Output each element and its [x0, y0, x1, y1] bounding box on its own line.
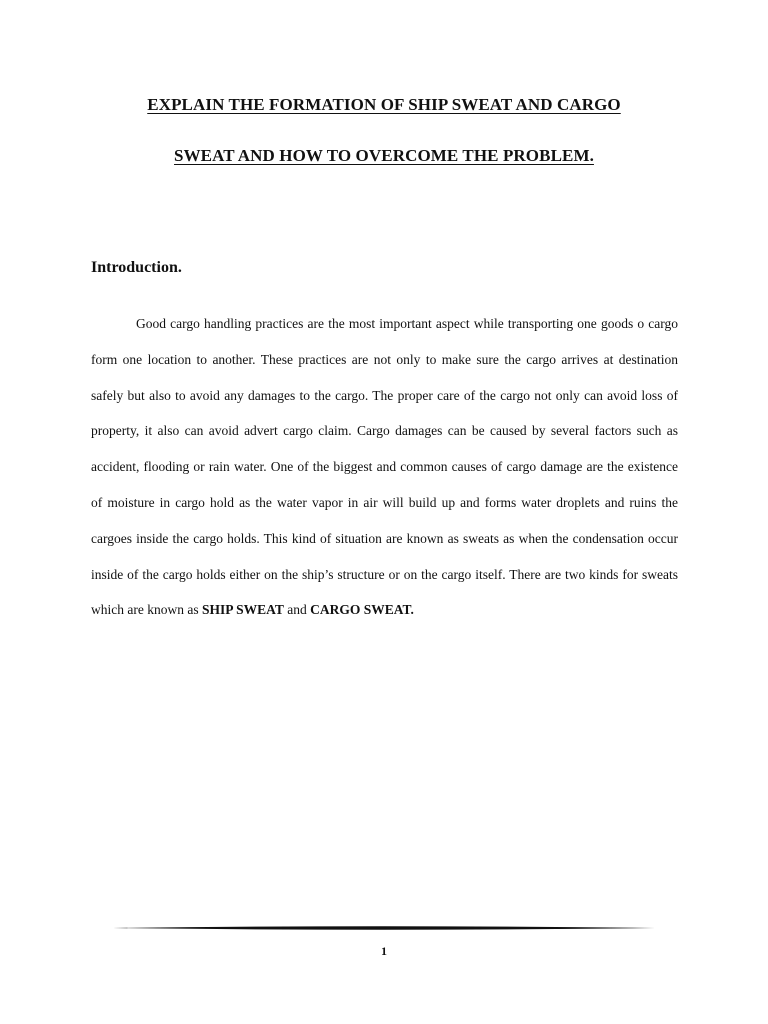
- document-title-line-2: SWEAT AND HOW TO OVERCOME THE PROBLEM.: [174, 146, 594, 165]
- term-cargo-sweat: CARGO SWEAT.: [310, 602, 414, 618]
- introduction-heading: Introduction.: [91, 259, 182, 276]
- document-title-line-1: EXPLAIN THE FORMATION OF SHIP SWEAT AND CARGO: [147, 95, 621, 114]
- introduction-body-text: Good cargo handling practices are the most important aspect while transporting one goods o cargo form one location to another. These practices are not only to make sure the cargo arrives at destination safely but also to avoid any damages to the cargo. The proper care of the cargo not only can avoid loss of property, it also can avoid advert cargo claim. Cargo damages can be caused by several factors such as accident, flooding or rain water. One of the biggest and common causes of cargo damage are the existence of moisture in cargo hold as the water vapor in air will build up and forms water droplets and ruins the cargoes inside the cargo holds. This kind of situation are known as sweats as when the condensation occur inside of the cargo holds either on the ship’s structure or on the cargo itself. There are two kinds for sweats which are known as: [91, 316, 678, 618]
- term-ship-sweat: SHIP SWEAT: [201, 602, 284, 618]
- term-conjunction: and: [287, 602, 307, 618]
- introduction-paragraph: [91, 306, 678, 628]
- footer-divider: [113, 924, 655, 932]
- page-number: 1: [381, 944, 387, 958]
